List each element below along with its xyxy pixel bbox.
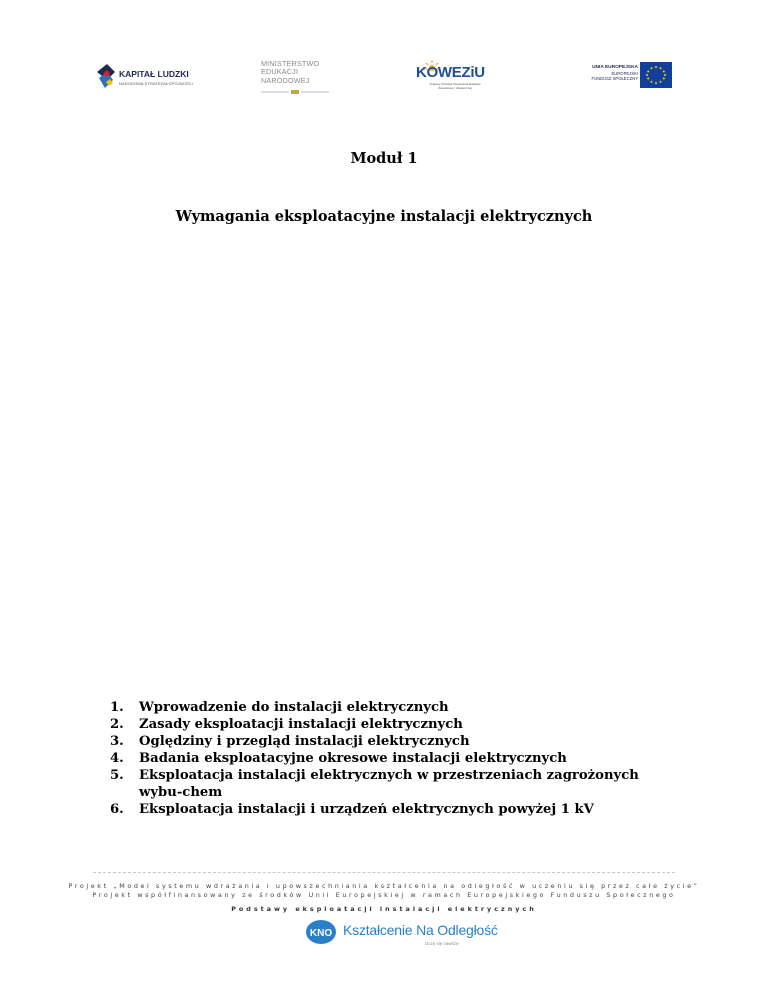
toc-item-number: 6. (110, 802, 124, 817)
ministerstwo-line-2: EDUKACJI (261, 67, 299, 77)
toc-item-text: Wprowadzenie do instalacji elektrycznych (139, 700, 449, 715)
toc-item-text: Zasady eksploatacji instalacji elektrycznych (139, 717, 463, 732)
footer-course-name: Podstawy eksploatacji instalacji elektrycznych (231, 905, 537, 913)
kno-brand-name: Kształcenie Na Odległość (343, 922, 498, 938)
toc-item-text: Badania eksploatacyjne okresowe instalacji elektrycznych (139, 751, 567, 766)
toc-item (110, 733, 670, 750)
ue-line-1: UNIA EUROPEJSKA (592, 65, 638, 70)
koweziu-tagline: Krajowy Ośrodek Wspierania Edukacji Zawodowej i Ustawicznej (429, 82, 481, 90)
kno-mark-text: KNO (309, 928, 333, 939)
table-of-contents (110, 699, 670, 818)
toc-item-text: Oględziny i przegląd instalacji elektrycznych (139, 734, 470, 749)
toc-item-text: Eksploatacja instalacji i urządzeń elektrycznych powyżej 1 kV (139, 802, 594, 817)
toc-item-number: 5. (110, 768, 124, 783)
ministerstwo-line-3: NARODOWEJ (261, 75, 310, 85)
toc-item (110, 801, 670, 818)
toc-item-text: Eksploatacja instalacji elektrycznych w przestrzeniach zagrożonych wybu-chem (139, 768, 639, 800)
koweziu-logo (416, 62, 490, 94)
logo-bar (0, 52, 768, 102)
toc-item-number: 1. (110, 700, 124, 715)
toc-item-number: 2. (110, 717, 124, 732)
kno-tagline: Uczę się zawsze (425, 941, 459, 946)
footer-divider (93, 872, 675, 873)
ministerstwo-logo (261, 60, 333, 100)
kno-logo (305, 915, 498, 949)
toc-item-number: 3. (110, 734, 124, 749)
toc-item-number: 4. (110, 751, 124, 766)
module-title: Moduł 1 (350, 150, 418, 167)
kapital-ludzki-name: KAPITAŁ LUDZKI (119, 69, 189, 79)
ministerstwo-emblem-line (261, 89, 329, 95)
kapital-ludzki-logo (95, 62, 205, 94)
eu-flag-icon (640, 62, 672, 88)
kapital-ludzki-icon (95, 62, 117, 92)
ministerstwo-line-1: MINISTERSTWO (261, 59, 320, 68)
toc-item (110, 767, 670, 801)
koweziu-name: KOWEZiU (416, 64, 485, 81)
ue-line-3: FUNDUSZ SPOŁECZNY (591, 76, 638, 82)
toc-item (110, 716, 670, 733)
module-subtitle: Wymagania eksploatacyjne instalacji elektrycznych (175, 208, 593, 225)
ue-line-2: EUROPEJSKI (611, 70, 638, 76)
footer-project-line: Projekt „Model systemu wdrażania i upowszechniania kształcenia na odległość w uczeniu się przez całe życie” (68, 882, 700, 890)
toc-item (110, 699, 670, 716)
footer-funding-line: Projekt współfinansowany ze środków Unii Europejskiej w ramach Europejskiego Funduszu Społecznego (92, 891, 676, 899)
unia-europejska-logo (578, 62, 672, 92)
kapital-ludzki-tagline: NARODOWA STRATEGIA SPÓJNOŚCI (119, 81, 193, 86)
toc-item (110, 750, 670, 767)
kno-circle-icon (305, 919, 337, 945)
